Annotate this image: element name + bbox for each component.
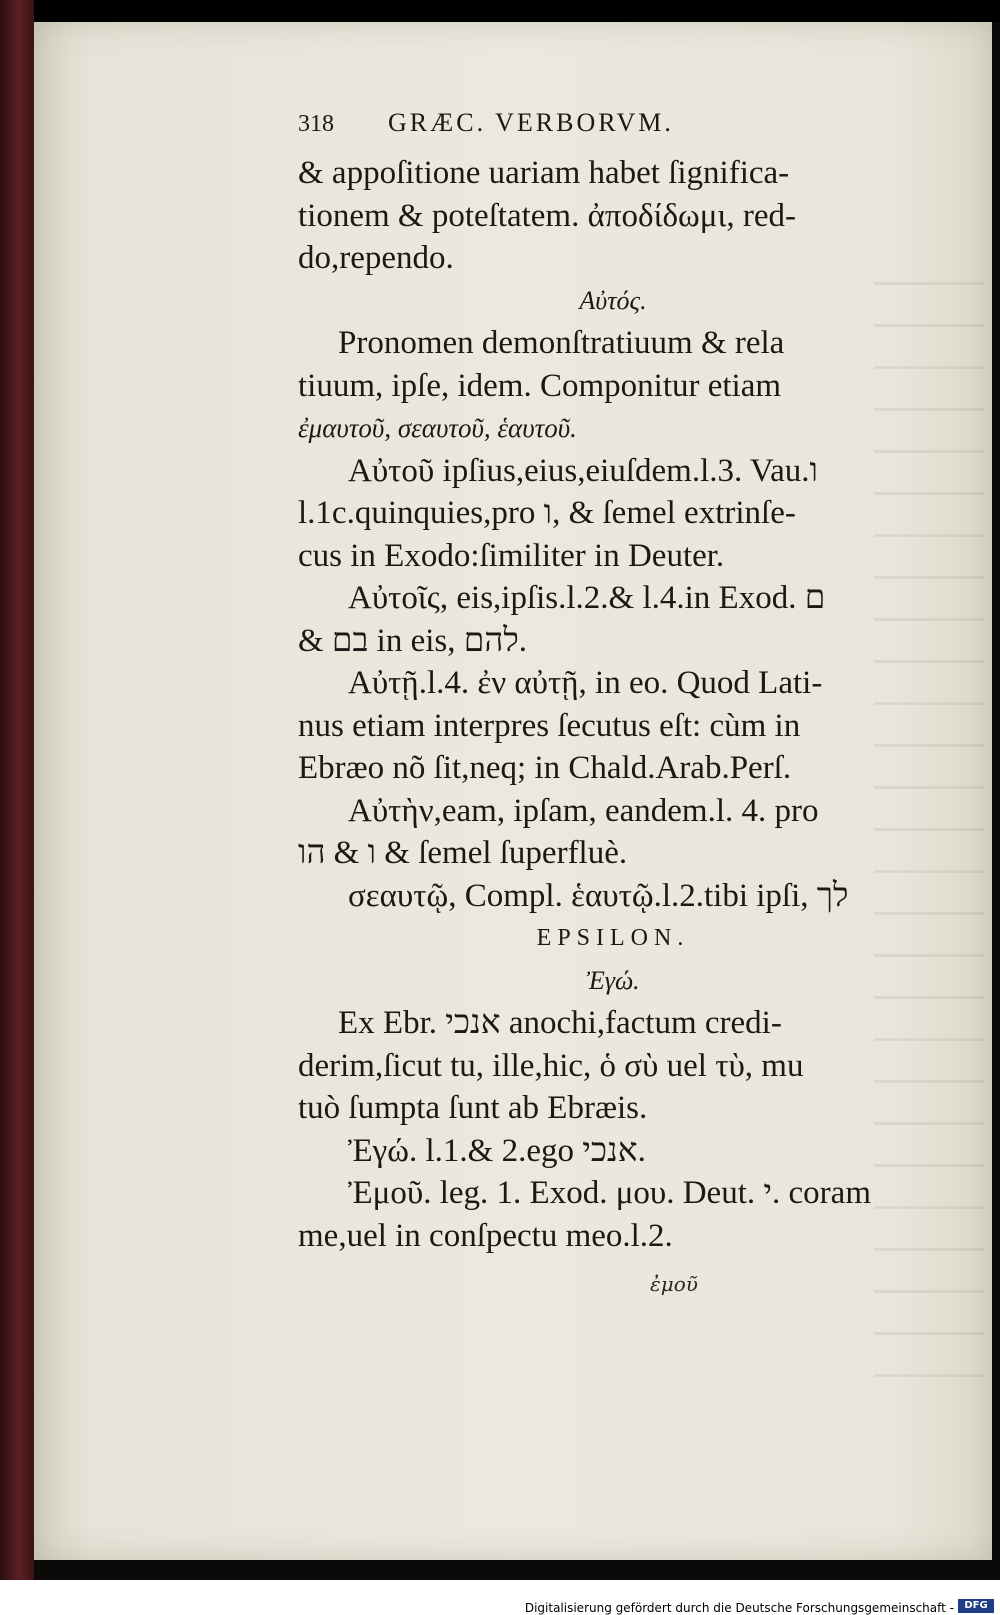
page-text-block [298, 108, 928, 1257]
text-line: σεαυτῷ, Compl. ἑαυτῷ.l.2.tibi ipſi, לך [348, 877, 849, 914]
text-line: l.1c.quinquies,pro ו, & ſemel extrinſe- [298, 495, 796, 531]
text-line: ἐμαυτοῦ, σεαυτοῦ, ἑαυτοῦ. [298, 413, 577, 443]
text-line: & appoſitione uariam habet ſignifica- [298, 155, 790, 191]
text-line: Ἐγώ. l.1.& 2.ego אנכי. [348, 1132, 646, 1169]
text-line: Αὐτῇ.l.4. ἐν αὐτῇ, in eo. Quod Lati- [348, 665, 823, 701]
running-header [298, 108, 928, 152]
running-title: GRÆC. VERBORVM. [388, 108, 674, 137]
text-line: tionem & poteſtatem. ἀποδίδωμι, red- [298, 197, 796, 234]
text-line: tuò ſumpta ſunt ab Ebræis. [298, 1090, 648, 1126]
text-line: Pronomen demonſtratiuum & rela [338, 325, 785, 361]
text-line: ו & הו & ſemel ſuperfluè. [298, 835, 628, 871]
text-line: Αὐτοῖς, eis,ipſis.l.2.& l.4.in Exod. ם [348, 580, 826, 616]
text-lines [298, 152, 928, 1257]
text-line: Ex Ebr. אנכי anochi,factum credi- [338, 1005, 782, 1041]
text-line: Ἐμοῦ. leg. 1. Exod. μου. Deut. י. coram [348, 1175, 871, 1211]
digitization-credit: Digitalisierung gefördert durch die Deutsche Forschungsgemeinschaft - [524, 1601, 954, 1615]
book-spine [0, 0, 34, 1580]
text-line: EPSILON. [536, 925, 690, 951]
text-line: tiuum, ipſe, idem. Componitur etiam [298, 367, 782, 404]
text-line: cus in Exodo:ſimiliter in Deuter. [298, 537, 725, 574]
text-line: Ebræo nõ ſit,neq; in Chald.Arab.Perſ. [298, 750, 792, 786]
text-line: derim,ſicut tu, ille,hic, ὁ σὺ uel τὺ, mu [298, 1047, 804, 1084]
text-line: Αὐτοῦ ipſius,eius,eiuſdem.l.3. Vau.ו [348, 452, 818, 489]
text-line: do,rependo. [298, 240, 454, 276]
text-line: Αὐτὴν,eam, ipſam, eandem.l. 4. pro [348, 792, 819, 829]
dfg-logo: DFG [958, 1599, 994, 1613]
text-line: Ἐγώ. [586, 965, 640, 995]
text-line: & בם in eis, להם. [298, 622, 528, 659]
scan-top-border [0, 0, 1000, 22]
text-line: me,uel in conſpectu meo.l.2. [298, 1217, 673, 1254]
text-line: Αὐτός. [579, 285, 647, 315]
page-number: 318 [298, 111, 334, 137]
catchword: ἐμοῦ [650, 1272, 698, 1296]
text-line: nus etiam interpres ſecutus eſt: cùm in [298, 707, 801, 744]
